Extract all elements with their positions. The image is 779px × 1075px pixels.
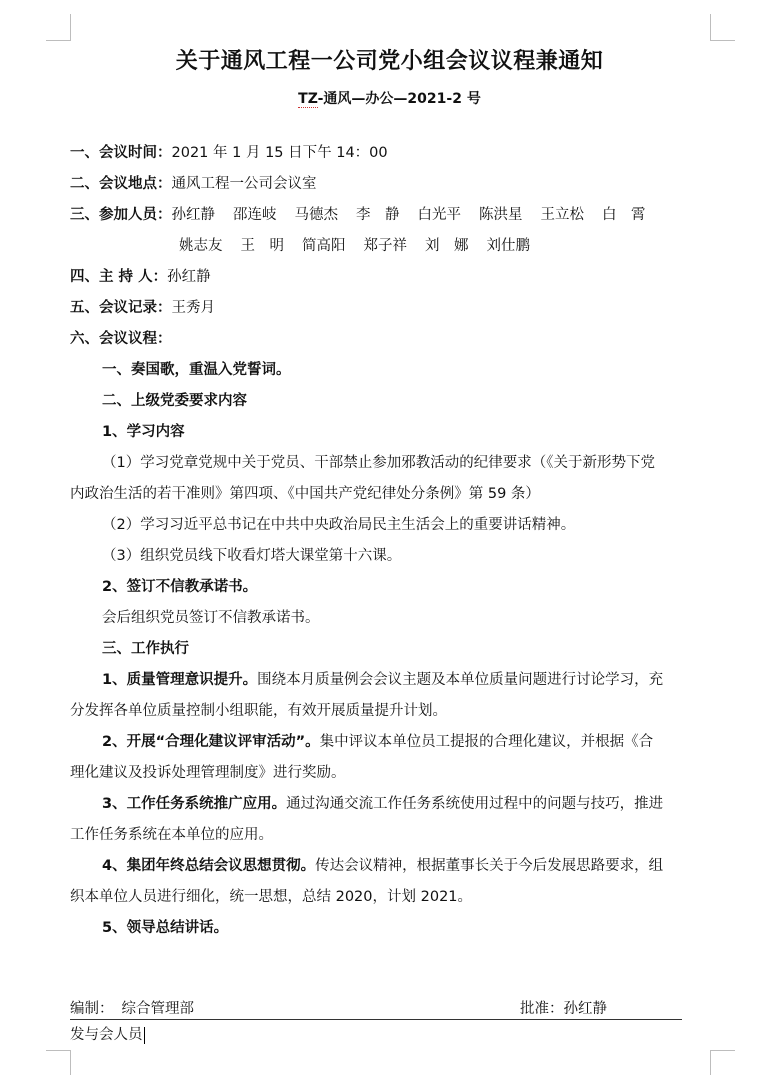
attendee: 简高阳: [302, 238, 346, 254]
time-value: 2021 年 1 月 15 日下午 14：00: [171, 145, 388, 161]
attendee: 王立松: [540, 207, 584, 223]
attendees-row-2: [179, 236, 548, 256]
attendee: 邵连岐: [233, 207, 277, 223]
place-value: 通风工程一公司会议室: [171, 176, 317, 192]
meeting-host: [70, 267, 211, 287]
agenda-item-2: 二、上级党委要求内容: [102, 393, 247, 409]
meeting-recorder: [70, 298, 215, 318]
work-item-3-title: 3、工作任务系统推广应用。: [102, 796, 287, 812]
recorder-value: 王秀月: [171, 300, 215, 316]
work-item-4-line-1: [102, 856, 663, 876]
place-label: 二、会议地点：: [70, 176, 172, 192]
study-item-3: （3）组织党员线下收看灯塔大课堂第十六课。: [102, 548, 402, 564]
work-item-2-line-1: [102, 732, 653, 752]
work-item-5: 5、领导总结讲话。: [102, 920, 229, 936]
distribution-text: 发与会人员: [70, 1027, 143, 1043]
work-item-1-title: 1、质量管理意识提升。: [102, 672, 258, 688]
work-item-2-line-2: 理化建议及投诉处理管理制度》进行奖励。: [70, 765, 346, 781]
work-item-3-line-2: 工作任务系统在本单位的应用。: [70, 827, 273, 843]
work-item-4-line-2: 织本单位人员进行细化，统一思想，总结 2020，计划 2021。: [70, 889, 473, 905]
host-label: 四、主 持 人：: [70, 269, 168, 285]
recorder-label: 五、会议记录：: [70, 300, 172, 316]
doc-number-prefix: TZ: [298, 91, 318, 107]
prepared-value: 综合管理部: [121, 1001, 194, 1017]
distribution-line[interactable]: [70, 1025, 145, 1045]
attendee: 陈洪星: [479, 207, 523, 223]
work-item-4-title: 4、集团年终总结会议思想贯彻。: [102, 858, 316, 874]
work-item-3-text: 通过沟通交流工作任务系统使用过程中的问题与技巧，推进: [286, 796, 664, 812]
approved-value: 孙红静: [563, 1001, 607, 1017]
page-corner-mark: [46, 1050, 71, 1075]
work-item-4-text: 传达会议精神，根据董事长关于今后发展思路要求，组: [315, 858, 664, 874]
study-item-2: （2）学习习近平总书记在中共中央政治局民主生活会上的重要讲话精神。: [102, 517, 576, 533]
attendee: 孙红静: [171, 207, 215, 223]
agenda-subitem-study: 1、学习内容: [102, 424, 185, 440]
time-label: 一、会议时间：: [70, 145, 172, 161]
work-item-2-text: 集中评议本单位员工提报的合理化建议，并根据《合: [319, 734, 654, 750]
agenda-heading: 六、会议议程：: [70, 331, 172, 347]
meeting-time: [70, 143, 388, 163]
document-title: 关于通风工程一公司党小组会议议程兼通知: [175, 49, 604, 74]
signature-row: [70, 999, 682, 1019]
agenda-item-1: 一、奏国歌，重温入党誓词。: [102, 362, 291, 378]
attendee: 郑子祥: [363, 238, 407, 254]
attendee: 白光平: [417, 207, 461, 223]
attendees-label: 三、参加人员：: [70, 207, 172, 223]
attendee: 李 静: [356, 207, 400, 223]
work-item-1-line-1: [102, 670, 663, 690]
pledge-text: 会后组织党员签订不信教承诺书。: [102, 610, 320, 626]
document-number: [0, 88, 779, 108]
study-item-1-line-2: 内政治生活的若干准则》第四项、《中国共产党纪律处分条例》第 59 条）: [70, 486, 540, 502]
attendee: 刘 娜: [425, 238, 469, 254]
host-value: 孙红静: [167, 269, 211, 285]
page-corner-mark: [710, 1050, 735, 1075]
work-item-1-line-2: 分发挥各单位质量控制小组职能，有效开展质量提升计划。: [70, 703, 447, 719]
attendee: 白 霄: [602, 207, 646, 223]
approved-block: [520, 999, 607, 1019]
work-item-3-line-1: [102, 794, 663, 814]
attendee: 马德杰: [294, 207, 338, 223]
approved-label: 批准：: [520, 1001, 564, 1017]
attendees-row-1: [70, 205, 664, 225]
agenda-item-3: 三、工作执行: [102, 641, 189, 657]
text-cursor: [144, 1027, 145, 1044]
doc-number-rest: -通风—办公—2021-2 号: [317, 91, 481, 107]
prepared-label: 编制：: [70, 1001, 114, 1017]
attendee: 姚志友: [179, 238, 223, 254]
agenda-subitem-pledge: 2、签订不信教承诺书。: [102, 579, 258, 595]
attendee: 刘仕鹏: [486, 238, 530, 254]
page-corner-mark: [46, 14, 71, 41]
attendee: 王 明: [240, 238, 284, 254]
signature-divider: [70, 1019, 682, 1020]
meeting-place: [70, 174, 317, 194]
page-corner-mark: [710, 14, 735, 41]
work-item-1-text: 围绕本月质量例会会议主题及本单位质量问题进行讨论学习，充: [257, 672, 664, 688]
study-item-1-line-1: （1）学习党章党规中关于党员、干部禁止参加邪教活动的纪律要求（《关于新形势下党: [102, 455, 655, 471]
work-item-2-title: 2、开展“合理化建议评审活动”。: [102, 734, 320, 750]
